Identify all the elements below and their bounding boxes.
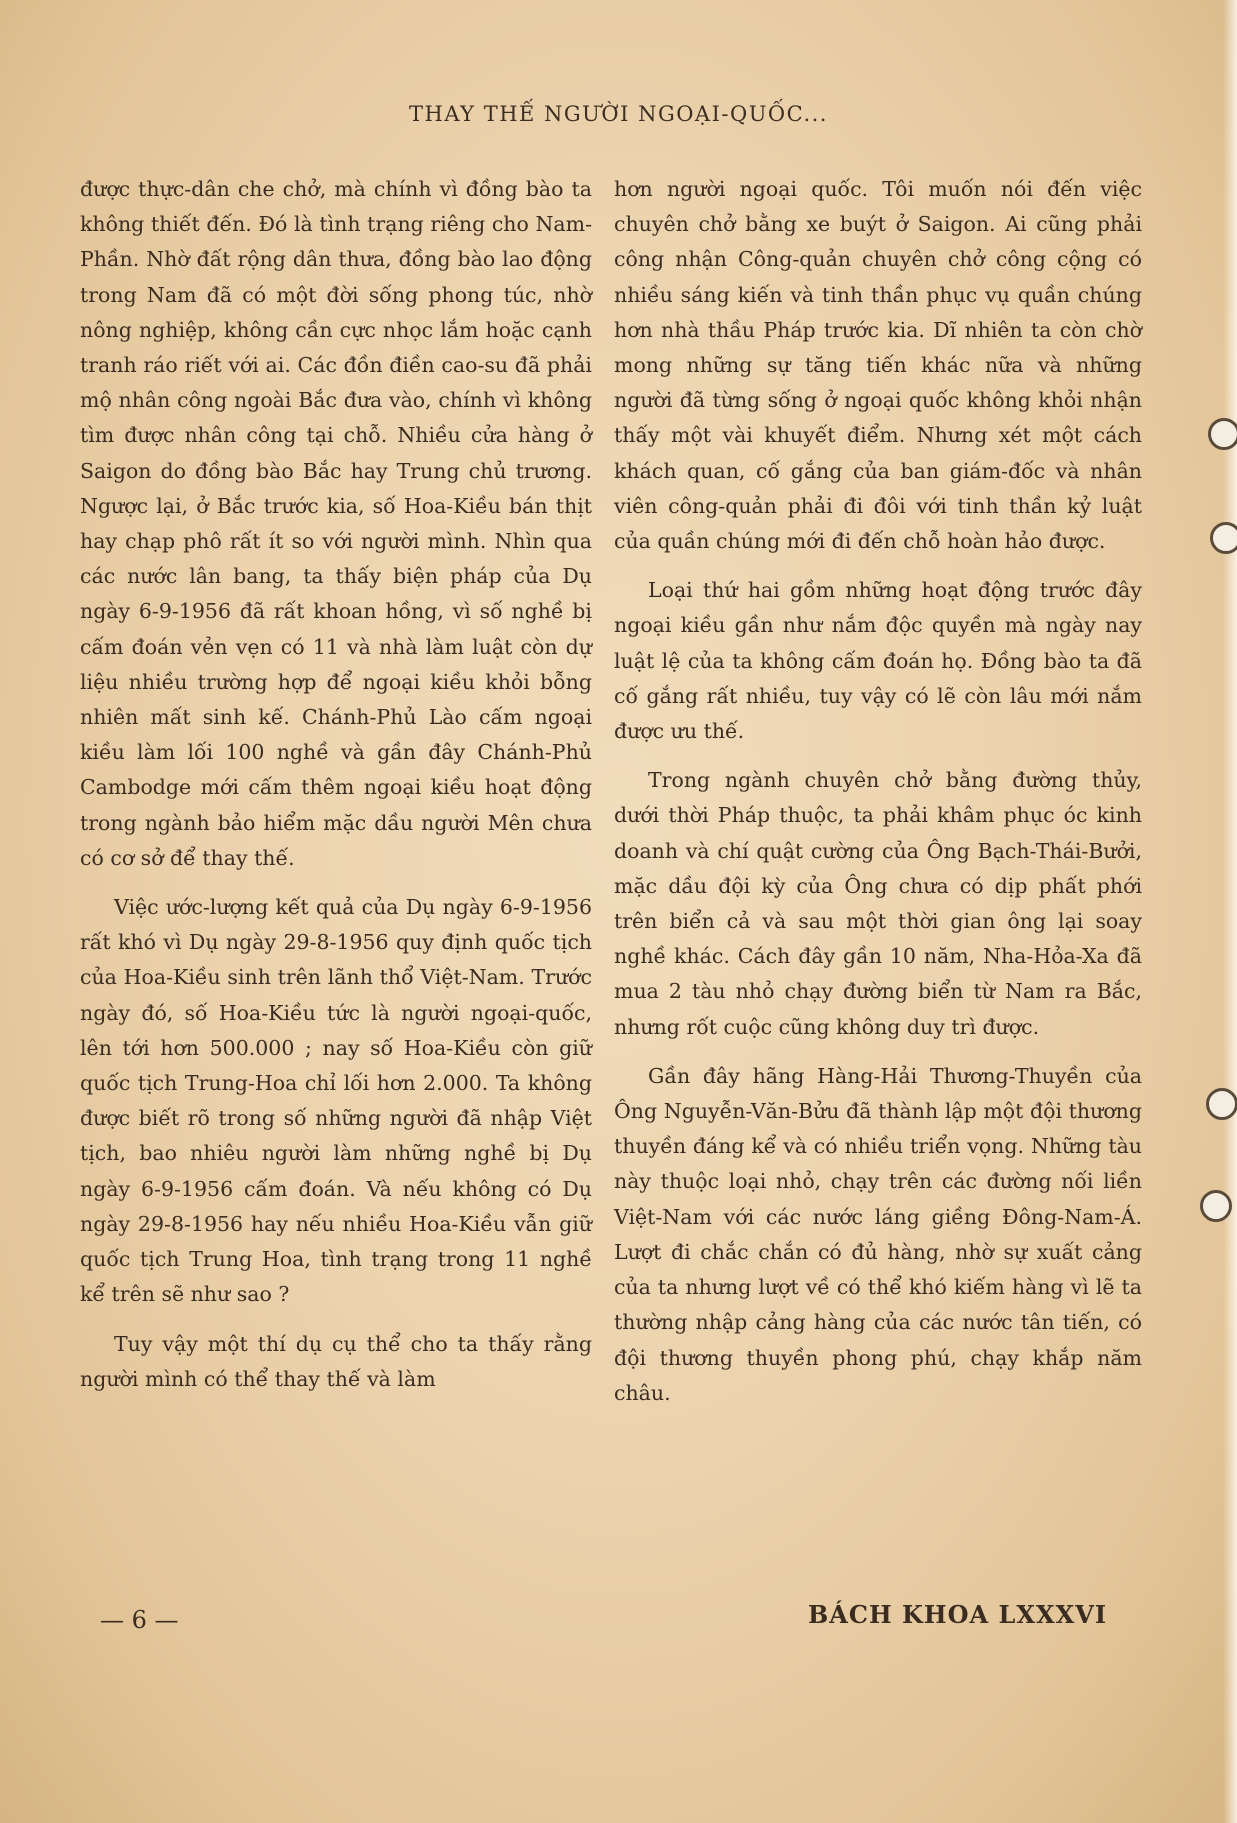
binding-hole [1206, 1088, 1237, 1120]
paragraph: Trong ngành chuyên chở bằng đường thủy, dưới thời Pháp thuộc, ta phải khâm phục óc kinh doanh và chí quật cường của Ông Bạch-Thái-Bưởi, mặc dầu đội kỳ của Ông chưa có dịp phất phới trên biển cả và sau một thời gian ông lại soay nghề khác. Cách đây gần 10 năm, Nha-Hỏa-Xa đã mua 2 tàu nhỏ chạy đường biển từ Nam ra Bắc, nhưng rốt cuộc cũng không duy trì được. [614, 768, 1142, 1039]
running-header: THAY THẾ NGƯỜI NGOẠI-QUỐC... [409, 102, 828, 126]
right-column [614, 172, 1142, 1425]
page-number: — 6 — [100, 1606, 179, 1634]
paragraph: Gần đây hãng Hàng-Hải Thương-Thuyền của Ông Nguyễn-Văn-Bửu đã thành lập một đội thương thuyền đáng kể và có nhiều triển vọng. Những tàu này thuộc loại nhỏ, chạy trên các đường nối liền Việt-Nam với các nước láng giềng Đông-Nam-Á. Lượt đi chắc chắn có đủ hàng, nhờ sự xuất cảng của ta nhưng lượt về có thể khó kiếm hàng vì lẽ ta thường nhập cảng hàng của các nước tân tiến, có đội thương thuyền phong phú, chạy khắp năm châu. [614, 1063, 1142, 1405]
paragraph: hơn người ngoại quốc. Tôi muốn nói đến việc chuyên chở bằng xe buýt ở Saigon. Ai cũng phải công nhận Công-quản chuyên chở công cộng có nhiều sáng kiến và tinh thần phục vụ quần chúng hơn nhà thầu Pháp trước kia. Dĩ nhiên ta còn chờ mong những sự tăng tiến khác nữa và những người đã từng sống ở ngoại quốc không khỏi nhận thấy một vài khuyết điểm. Nhưng xét một cách khách quan, cố gắng của ban giám-đốc và nhân viên công-quản phải đi đôi với tinh thần kỷ luật của quần chúng mới đi đến chỗ hoàn hảo được. [614, 177, 1142, 554]
paragraph: Loại thứ hai gồm những hoạt động trước đây ngoại kiều gần như nắm độc quyền mà ngày nay luật lệ của ta không cấm đoán họ. Đồng bào ta đã cố gắng rất nhiều, tuy vậy có lẽ còn lâu mới nắm được ưu thế. [614, 578, 1142, 744]
magazine-issue: BÁCH KHOA LXXXVI [808, 1600, 1108, 1629]
page-edge [1223, 0, 1237, 1823]
binding-hole [1210, 522, 1237, 554]
binding-hole [1200, 1190, 1232, 1222]
paragraph: được thực-dân che chở, mà chính vì đồng bào ta không thiết đến. Đó là tình trạng riêng cho Nam-Phần. Nhờ đất rộng dân thưa, đồng bào lao động trong Nam đã có một đời sống phong túc, nhờ nông nghiệp, không cần cực nhọc lắm hoặc cạnh tranh ráo riết với ai. Các đồn điền cao-su đã phải mộ nhân công ngoài Bắc đưa vào, chính vì không tìm được nhân công tại chỗ. Nhiều cửa hàng ở Saigon do đồng bào Bắc hay Trung chủ trương. Ngược lại, ở Bắc trước kia, số Hoa-Kiều bán thịt hay chạp phô rất ít so với người mình. Nhìn qua các nước lân bang, ta thấy biện pháp của Dụ ngày 6-9-1956 đã rất khoan hồng, vì số nghề bị cấm đoán vẻn vẹn có 11 và nhà làm luật còn dự liệu nhiều trường hợp để ngoại kiều khỏi bỗng nhiên mất sinh kế. Chánh-Phủ Lào cấm ngoại kiều làm lối 100 nghề và gần đây Chánh-Phủ Cambodge mới cấm thêm ngoại kiều hoạt động trong ngành bảo hiểm mặc dầu người Mên chưa có cơ sở để thay thế. [80, 177, 592, 870]
paragraph: Việc ước-lượng kết quả của Dụ ngày 6-9-1956 rất khó vì Dụ ngày 29-8-1956 quy định quốc tịch của Hoa-Kiều sinh trên lãnh thổ Việt-Nam. Trước ngày đó, số Hoa-Kiều tức là người ngoại-quốc, lên tới hơn 500.000 ; nay số Hoa-Kiều còn giữ quốc tịch Trung-Hoa chỉ lối hơn 2.000. Ta không được biết rõ trong số những người đã nhập Việt tịch, bao nhiêu người làm những nghề bị Dụ ngày 6-9-1956 cấm đoán. Và nếu không có Dụ ngày 29-8-1956 hay nếu nhiều Hoa-Kiều vẫn giữ quốc tịch Trung Hoa, tình trạng trong 11 nghề kể trên sẽ như sao ? [80, 895, 592, 1307]
binding-hole [1208, 418, 1237, 450]
paragraph: Tuy vậy một thí dụ cụ thể cho ta thấy rằng người mình có thể thay thế và làm [80, 1331, 592, 1391]
left-column [80, 172, 592, 1411]
